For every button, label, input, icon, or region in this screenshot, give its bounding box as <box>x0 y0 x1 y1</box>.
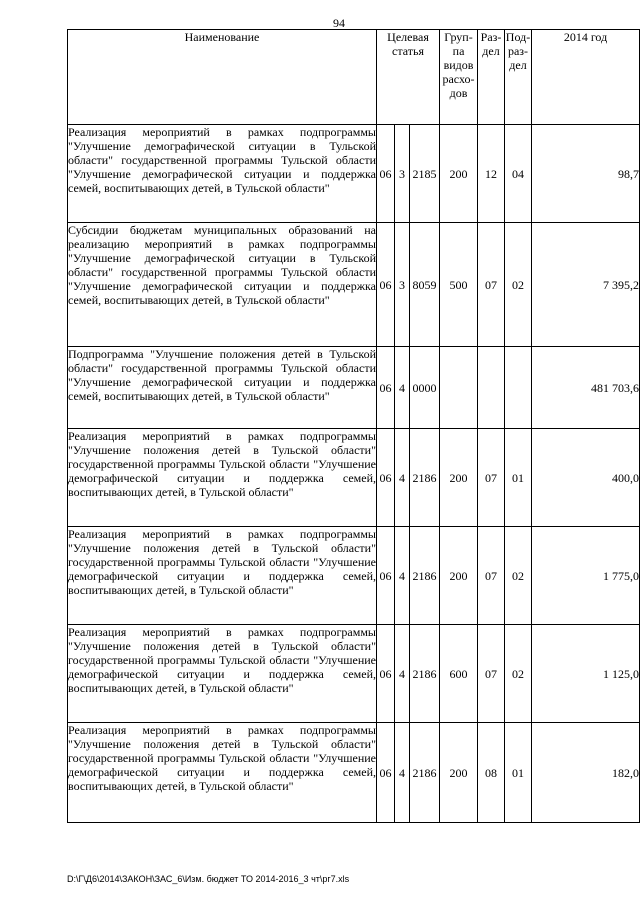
target-code-item: 2186 <box>410 429 440 527</box>
section-code: 07 <box>478 429 505 527</box>
header-target: Целевая статья <box>377 30 440 125</box>
subsection-code: 01 <box>505 723 532 823</box>
target-code-item: 0000 <box>410 347 440 429</box>
file-path-footer: D:\Г\Д6\2014\ЗАКОН\ЗАС_6\Изм. бюджет ТО 2014-2016_3 чт\рг7.xls <box>67 874 350 884</box>
subsection-code: 02 <box>505 223 532 347</box>
table-row <box>68 429 640 527</box>
page-number: 94 <box>333 16 345 30</box>
expense-group: 200 <box>440 723 478 823</box>
header-section: Раз-дел <box>478 30 505 125</box>
subsection-code: 01 <box>505 429 532 527</box>
expense-group: 500 <box>440 223 478 347</box>
target-code-subprogram: 3 <box>395 125 410 223</box>
amount-2014: 1 775,0 <box>532 527 640 625</box>
target-code-subprogram: 4 <box>395 723 410 823</box>
header-year: 2014 год <box>532 30 640 125</box>
header-row <box>68 30 640 125</box>
target-code-subprogram: 4 <box>395 625 410 723</box>
budget-table <box>67 29 640 823</box>
row-name: Реализация мероприятий в рамках подпрограммы "Улучшение положения детей в Тульской области" государственной программы Тульской области "Улучшение демографической ситуации и поддержка семей, воспитывающих детей, в Тульской области" <box>68 429 377 527</box>
target-code-subprogram: 4 <box>395 347 410 429</box>
target-code-item: 2186 <box>410 527 440 625</box>
row-name: Подпрограмма "Улучшение положения детей в Тульской области" государственной программы Тульской области "Улучшение демографической ситуации и поддержка семей, воспитывающих детей, в Тульской области" <box>68 347 377 429</box>
section-code: 07 <box>478 223 505 347</box>
expense-group <box>440 347 478 429</box>
target-code-item: 2185 <box>410 125 440 223</box>
expense-group: 200 <box>440 527 478 625</box>
target-code-subprogram: 3 <box>395 223 410 347</box>
table-row <box>68 125 640 223</box>
target-code-item: 2186 <box>410 625 440 723</box>
expense-group: 600 <box>440 625 478 723</box>
subsection-code: 02 <box>505 527 532 625</box>
target-code-program: 06 <box>377 723 395 823</box>
target-code-item: 2186 <box>410 723 440 823</box>
target-code-program: 06 <box>377 125 395 223</box>
header-group: Груп-па видов расхо-дов <box>440 30 478 125</box>
subsection-code: 02 <box>505 625 532 723</box>
amount-2014: 98,7 <box>532 125 640 223</box>
section-code: 07 <box>478 527 505 625</box>
header-subsection: Под-раз-дел <box>505 30 532 125</box>
row-name: Субсидии бюджетам муниципальных образований на реализацию мероприятий в рамках подпрограммы "Улучшение демографической ситуации в Тульской области" государственной программы Тульской области "Улучшение демографической ситуации и поддержка семей, воспитывающих детей, в Тульской области" <box>68 223 377 347</box>
table-row <box>68 527 640 625</box>
table-row <box>68 223 640 347</box>
section-code <box>478 347 505 429</box>
expense-group: 200 <box>440 429 478 527</box>
section-code: 07 <box>478 625 505 723</box>
target-code-item: 8059 <box>410 223 440 347</box>
header-name: Наименование <box>68 30 377 125</box>
section-code: 08 <box>478 723 505 823</box>
target-code-subprogram: 4 <box>395 429 410 527</box>
amount-2014: 481 703,6 <box>532 347 640 429</box>
target-code-program: 06 <box>377 625 395 723</box>
subsection-code: 04 <box>505 125 532 223</box>
amount-2014: 400,0 <box>532 429 640 527</box>
expense-group: 200 <box>440 125 478 223</box>
row-name: Реализация мероприятий в рамках подпрограммы "Улучшение положения детей в Тульской области" государственной программы Тульской области "Улучшение демографической ситуации и поддержка семей, воспитывающих детей, в Тульской области" <box>68 723 377 823</box>
table-row <box>68 347 640 429</box>
amount-2014: 182,0 <box>532 723 640 823</box>
table-row <box>68 723 640 823</box>
target-code-program: 06 <box>377 429 395 527</box>
target-code-program: 06 <box>377 527 395 625</box>
row-name: Реализация мероприятий в рамках подпрограммы "Улучшение положения детей в Тульской области" государственной программы Тульской области "Улучшение демографической ситуации и поддержка семей, воспитывающих детей, в Тульской области" <box>68 625 377 723</box>
target-code-program: 06 <box>377 223 395 347</box>
target-code-program: 06 <box>377 347 395 429</box>
target-code-subprogram: 4 <box>395 527 410 625</box>
subsection-code <box>505 347 532 429</box>
section-code: 12 <box>478 125 505 223</box>
row-name: Реализация мероприятий в рамках подпрограммы "Улучшение положения детей в Тульской области" государственной программы Тульской области "Улучшение демографической ситуации и поддержка семей, воспитывающих детей, в Тульской области" <box>68 527 377 625</box>
row-name: Реализация мероприятий в рамках подпрограммы "Улучшение демографической ситуации в Тульской области" государственной программы Тульской области "Улучшение демографической ситуации и поддержка семей, воспитывающих детей, в Тульской области" <box>68 125 377 223</box>
amount-2014: 7 395,2 <box>532 223 640 347</box>
table-row <box>68 625 640 723</box>
amount-2014: 1 125,0 <box>532 625 640 723</box>
